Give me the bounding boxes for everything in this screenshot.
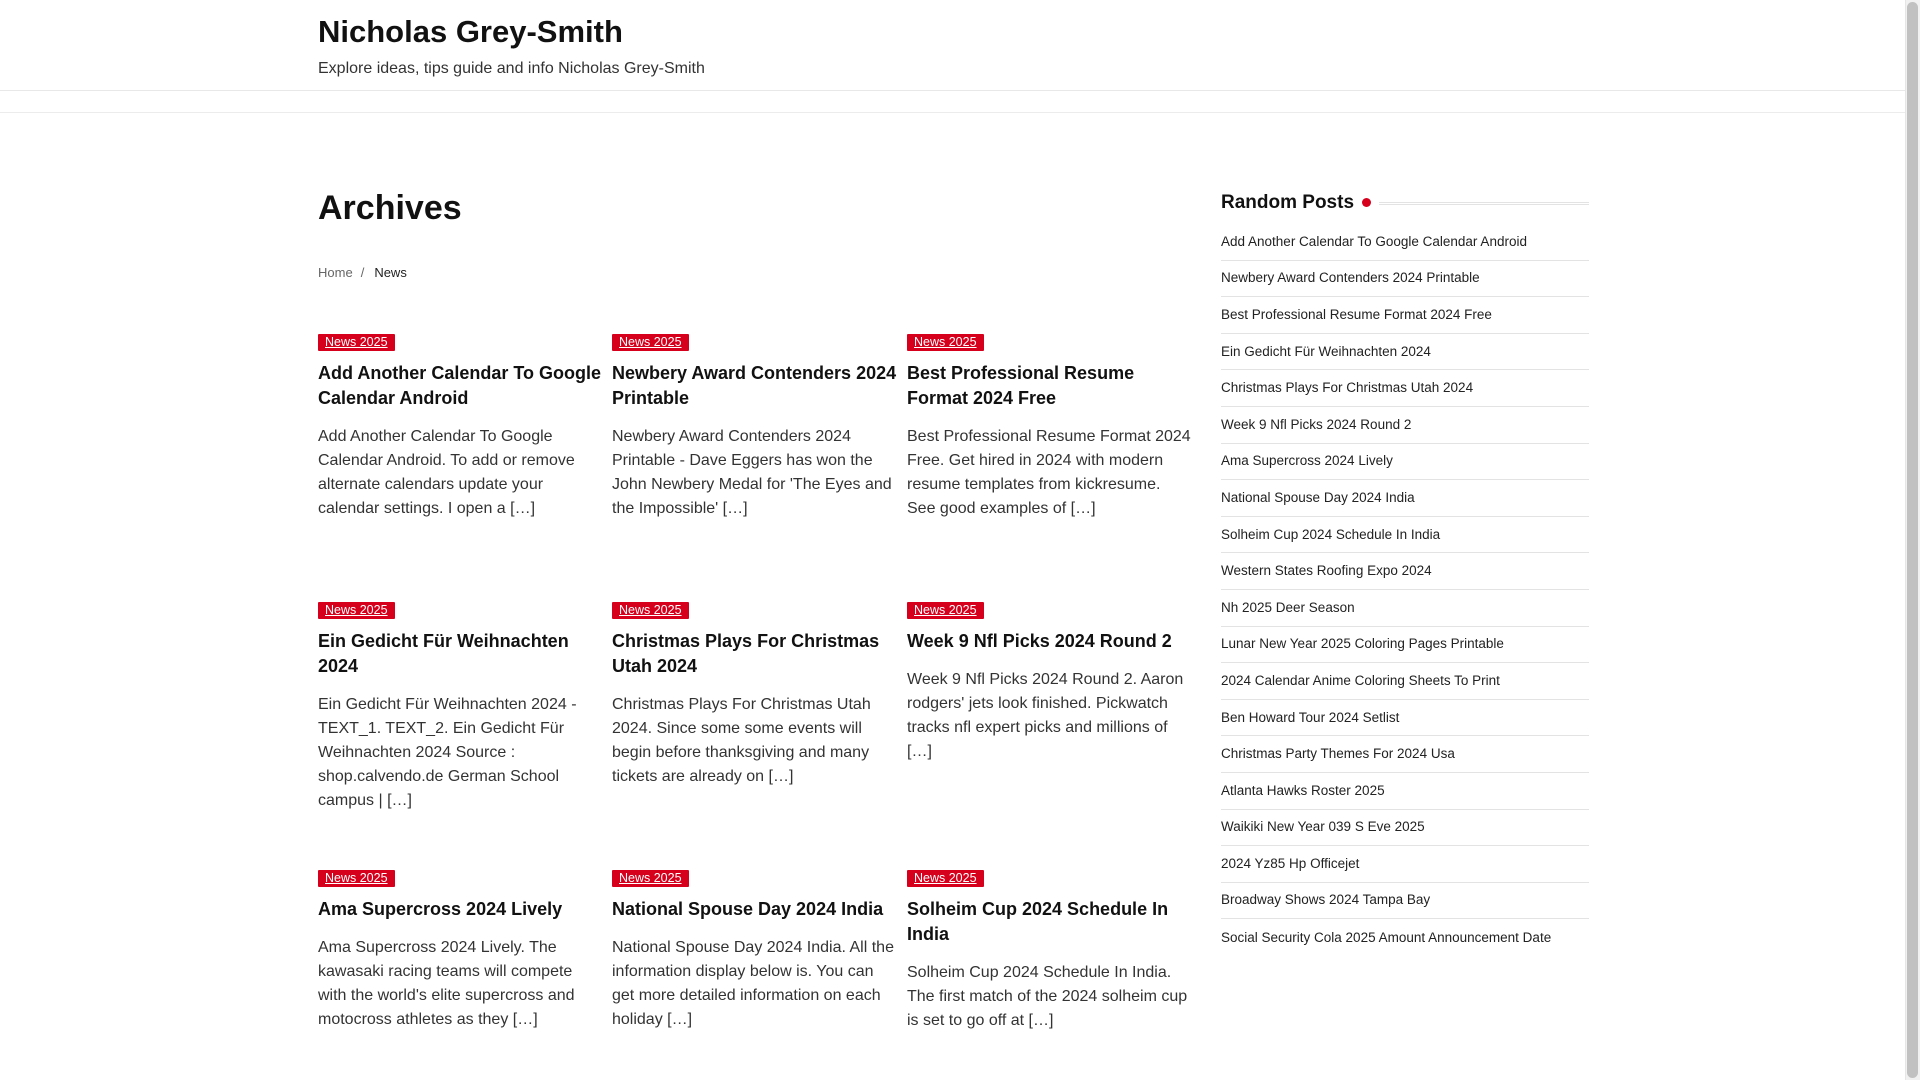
category-badge[interactable]: News 2025 xyxy=(318,334,395,351)
post-title-link[interactable]: Christmas Plays For Christmas Utah 2024 xyxy=(612,631,880,676)
post-excerpt: Ein Gedicht Für Weihnachten 2024 - TEXT_1. TEXT_2. Ein Gedicht Für Weihnachten 2024 Source : shop.calvendo.de German School campus | […] xyxy=(318,696,577,809)
random-post-link[interactable]: Add Another Calendar To Google Calendar Android xyxy=(1221,233,1527,249)
list-item xyxy=(1221,224,1589,261)
random-post-link[interactable]: Christmas Party Themes For 2024 Usa xyxy=(1221,746,1455,762)
breadcrumb-separator: / xyxy=(360,265,365,280)
scrollbar-thumb[interactable] xyxy=(1907,2,1918,1078)
list-item xyxy=(1221,517,1589,554)
post-title-link[interactable]: Ein Gedicht Für Weihnachten 2024 xyxy=(318,631,569,676)
random-post-link[interactable]: Week 9 Nfl Picks 2024 Round 2 xyxy=(1221,416,1412,432)
post-excerpt: Best Professional Resume Format 2024 Free. Get hired in 2024 with modern resume templates from kickresume. See good examples of […] xyxy=(907,428,1191,517)
post-title-link[interactable]: Week 9 Nfl Picks 2024 Round 2 xyxy=(907,631,1172,651)
list-item xyxy=(1221,261,1589,298)
list-item xyxy=(1221,846,1589,883)
random-posts-list xyxy=(1221,224,1589,956)
post-card xyxy=(612,601,897,789)
site-header xyxy=(0,0,1905,91)
list-item xyxy=(1221,407,1589,444)
category-badge[interactable]: News 2025 xyxy=(318,602,395,619)
list-item xyxy=(1221,334,1589,371)
random-post-link[interactable]: Ein Gedicht Für Weihnachten 2024 xyxy=(1221,343,1431,359)
post-card xyxy=(318,601,603,813)
list-item xyxy=(1221,627,1589,664)
breadcrumb xyxy=(318,265,1193,281)
site-description: Explore ideas, tips guide and info Nicholas Grey-Smith xyxy=(318,60,705,77)
post-excerpt: Add Another Calendar To Google Calendar Android. To add or remove alternate calendars update your calendar settings. I open a […] xyxy=(318,428,575,517)
random-post-link[interactable]: National Spouse Day 2024 India xyxy=(1221,489,1415,505)
random-post-link[interactable]: Broadway Shows 2024 Tampa Bay xyxy=(1221,892,1431,908)
post-card xyxy=(907,601,1192,764)
random-post-link[interactable]: Nh 2025 Deer Season xyxy=(1221,599,1355,615)
widget-header-label xyxy=(1221,190,1379,216)
random-post-link[interactable]: Ben Howard Tour 2024 Setlist xyxy=(1221,709,1400,725)
random-post-link[interactable]: Best Professional Resume Format 2024 Free xyxy=(1221,306,1492,322)
list-item xyxy=(1221,553,1589,590)
post-title-link[interactable]: Solheim Cup 2024 Schedule In India xyxy=(907,899,1169,944)
post-excerpt: National Spouse Day 2024 India. All the information display below is. You can get more detailed information on each holiday […] xyxy=(612,939,894,1028)
random-post-link[interactable]: Waikiki New Year 039 S Eve 2025 xyxy=(1221,819,1425,835)
main-content xyxy=(318,185,1193,1029)
navigation-bar xyxy=(0,91,1905,113)
widget-title: Random Posts xyxy=(1221,190,1362,216)
list-item xyxy=(1221,444,1589,481)
random-post-link[interactable]: Social Security Cola 2025 Amount Announcement Date xyxy=(1221,929,1552,945)
list-item xyxy=(1221,919,1589,956)
list-item xyxy=(1221,370,1589,407)
random-post-link[interactable]: Ama Supercross 2024 Lively xyxy=(1221,453,1393,469)
post-title-link[interactable]: Ama Supercross 2024 Lively xyxy=(318,899,563,919)
archive-title: Archives xyxy=(318,189,462,227)
post-excerpt: Solheim Cup 2024 Schedule In India. The first match of the 2024 solheim cup is set to go off at […] xyxy=(907,964,1188,1029)
site-branding xyxy=(318,14,705,78)
site-title-link[interactable]: Nicholas Grey-Smith xyxy=(318,14,623,49)
list-item xyxy=(1221,297,1589,334)
post-title-link[interactable]: Newbery Award Contenders 2024 Printable xyxy=(612,363,897,408)
category-badge[interactable]: News 2025 xyxy=(318,870,395,887)
post-excerpt: Newbery Award Contenders 2024 Printable - Dave Eggers has won the John Newbery Medal for 'The Eyes and the Impossible' […] xyxy=(612,428,892,517)
post-card xyxy=(612,333,897,521)
list-item xyxy=(1221,700,1589,737)
accent-dot-icon xyxy=(1362,198,1371,207)
post-title-link[interactable]: National Spouse Day 2024 India xyxy=(612,899,884,919)
random-post-link[interactable]: 2024 Calendar Anime Coloring Sheets To Print xyxy=(1221,672,1500,688)
post-excerpt: Week 9 Nfl Picks 2024 Round 2. Aaron rodgers' jets look finished. Pickwatch tracks nfl expert picks and millions of […] xyxy=(907,671,1184,760)
list-item xyxy=(1221,810,1589,847)
post-card xyxy=(612,869,897,1032)
list-item xyxy=(1221,883,1589,920)
list-item xyxy=(1221,590,1589,627)
category-badge[interactable]: News 2025 xyxy=(907,602,984,619)
list-item xyxy=(1221,480,1589,517)
post-excerpt: Ama Supercross 2024 Lively. The kawasaki racing teams will compete with the world's elite supercross and motocross athletes as they […] xyxy=(318,939,575,1028)
breadcrumb-home-link[interactable]: Home xyxy=(318,265,353,280)
category-badge[interactable]: News 2025 xyxy=(612,870,689,887)
list-item xyxy=(1221,663,1589,700)
breadcrumb-current: News xyxy=(374,265,407,280)
sidebar xyxy=(1221,190,1589,956)
post-card xyxy=(907,333,1192,521)
post-title-link[interactable]: Best Professional Resume Format 2024 Free xyxy=(907,363,1135,408)
post-title-link[interactable]: Add Another Calendar To Google Calendar Android xyxy=(318,363,601,408)
page-scrollbar[interactable] xyxy=(1905,0,1920,1080)
post-card xyxy=(318,333,603,521)
category-badge[interactable]: News 2025 xyxy=(907,334,984,351)
category-badge[interactable]: News 2025 xyxy=(907,870,984,887)
post-excerpt: Christmas Plays For Christmas Utah 2024. Since some some events will begin before thanksgiving and many tickets are already on […] xyxy=(612,696,871,785)
category-badge[interactable]: News 2025 xyxy=(612,334,689,351)
post-card xyxy=(318,869,603,1032)
random-post-link[interactable]: Western States Roofing Expo 2024 xyxy=(1221,563,1432,579)
random-post-link[interactable]: Atlanta Hawks Roster 2025 xyxy=(1221,782,1385,798)
list-item xyxy=(1221,773,1589,810)
post-card xyxy=(907,869,1192,1033)
widget-header xyxy=(1221,190,1589,216)
random-post-link[interactable]: Christmas Plays For Christmas Utah 2024 xyxy=(1221,380,1474,396)
category-badge[interactable]: News 2025 xyxy=(612,602,689,619)
list-item xyxy=(1221,736,1589,773)
random-post-link[interactable]: Newbery Award Contenders 2024 Printable xyxy=(1221,270,1480,286)
random-post-link[interactable]: 2024 Yz85 Hp Officejet xyxy=(1221,855,1360,871)
random-post-link[interactable]: Lunar New Year 2025 Coloring Pages Printable xyxy=(1221,636,1504,652)
random-post-link[interactable]: Solheim Cup 2024 Schedule In India xyxy=(1221,526,1441,542)
